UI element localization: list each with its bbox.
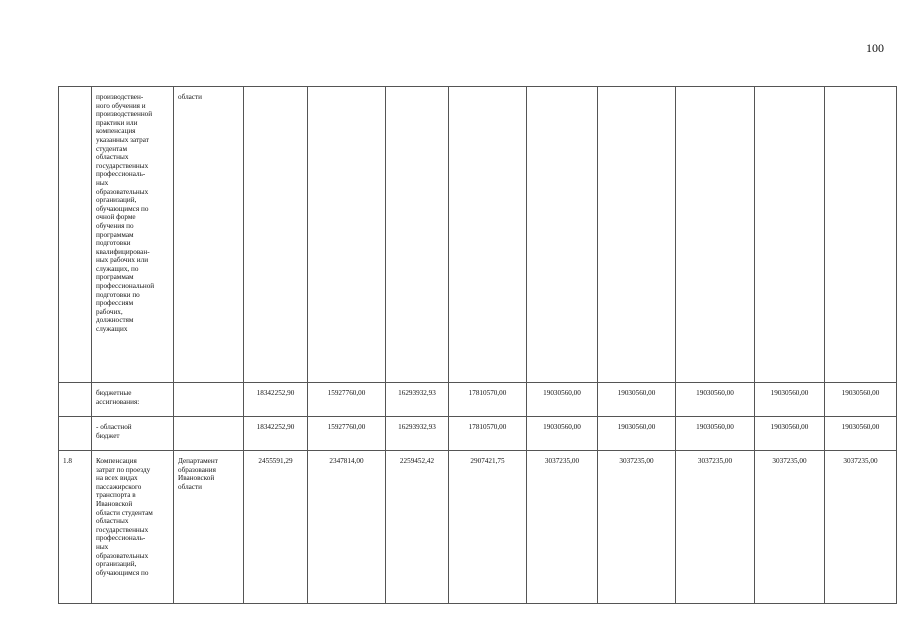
value-cell: 19030560,00 [598,383,676,417]
value-cell [527,87,598,383]
value-cell: 19030560,00 [825,383,897,417]
description-cell: - областной бюджет [92,417,174,451]
value-cell: 3037235,00 [598,451,676,604]
value-cell: 19030560,00 [598,417,676,451]
description-cell: Компенсация затрат по проезду на всех видах пассажирского транспорта в Ивановской области студентам областных государственных профессиональ- ных образовательных организаций, обучающимся по [92,451,174,604]
executor-cell: Департамент образования Ивановской области [174,451,244,604]
value-cell: 19030560,00 [527,417,598,451]
description-cell: производствен- ного обучения и производственной практики или компенсация указанных затрат студентам областных государственных профессиональ- ных образовательных организаций, обучающимся по очной форме обучения по программам подготовки квалифицирован- ных рабочих или служащих, по программам профессиональной подготовки по профессиям рабочих, должностям служащих [92,87,174,383]
value-cell: 3037235,00 [676,451,755,604]
row-number-cell [59,87,92,383]
table-row [59,417,897,451]
value-cell: 19030560,00 [527,383,598,417]
value-cell: 17810570,00 [449,383,527,417]
table-row [59,87,897,383]
row-number-cell [59,417,92,451]
value-cell: 15927760,00 [308,417,386,451]
value-cell: 3037235,00 [825,451,897,604]
value-cell: 19030560,00 [676,417,755,451]
table-row [59,451,897,604]
value-cell: 2455591,29 [244,451,308,604]
value-cell: 17810570,00 [449,417,527,451]
value-cell [825,87,897,383]
value-cell: 16293932,93 [386,383,449,417]
value-cell: 2907421,75 [449,451,527,604]
value-cell [449,87,527,383]
value-cell: 19030560,00 [755,383,825,417]
executor-cell [174,383,244,417]
table-row [59,383,897,417]
value-cell: 3037235,00 [755,451,825,604]
executor-cell [174,417,244,451]
page-number: 100 [866,41,884,55]
value-cell: 3037235,00 [527,451,598,604]
value-cell: 15927760,00 [308,383,386,417]
budget-table [58,86,897,604]
value-cell: 18342252,90 [244,383,308,417]
value-cell [598,87,676,383]
value-cell: 2259452,42 [386,451,449,604]
value-cell [386,87,449,383]
value-cell: 16293932,93 [386,417,449,451]
value-cell [308,87,386,383]
value-cell [676,87,755,383]
value-cell: 19030560,00 [676,383,755,417]
value-cell [244,87,308,383]
value-cell: 18342252,90 [244,417,308,451]
row-number-cell [59,383,92,417]
executor-cell: области [174,87,244,383]
description-cell: бюджетные ассигнования: [92,383,174,417]
value-cell [755,87,825,383]
value-cell: 19030560,00 [755,417,825,451]
value-cell: 2347814,00 [308,451,386,604]
row-number-cell: 1.8 [59,451,92,604]
value-cell: 19030560,00 [825,417,897,451]
